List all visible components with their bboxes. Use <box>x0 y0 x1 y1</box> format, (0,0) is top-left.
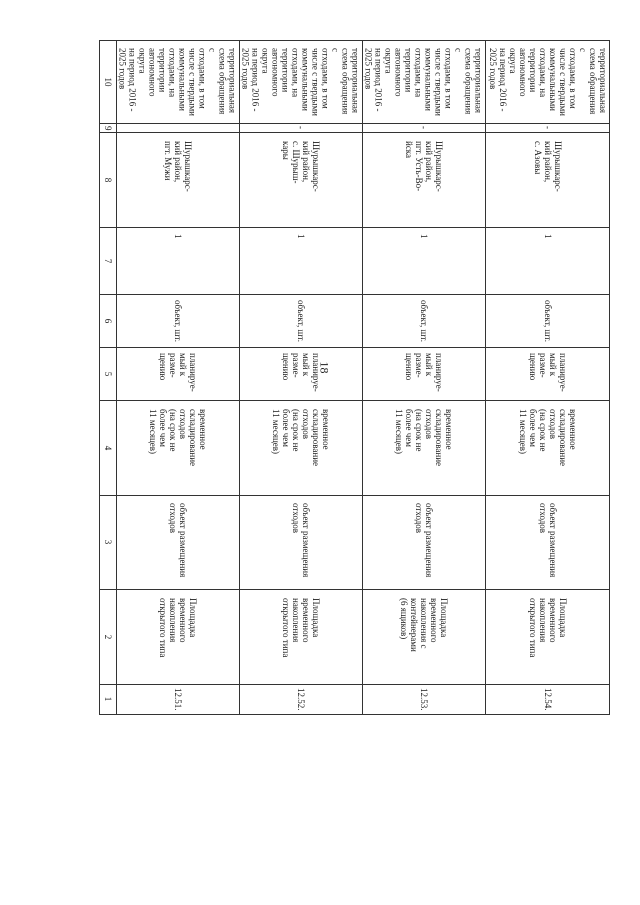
cell-text: Площадка временного накопления открытого типа <box>281 598 321 658</box>
cell-text: 5 <box>103 371 113 377</box>
cell-text: Площадка временного накопления открытого типа <box>527 598 568 658</box>
cell-text: 1 <box>542 233 553 239</box>
facilities-table <box>99 40 610 715</box>
cell-unit <box>117 294 240 347</box>
cell-text: - <box>296 126 306 130</box>
cell-text: объект размещения отходов <box>537 503 558 578</box>
cell-text: Шурышкарс- кий район, пгт. Усть-Во- йска <box>404 141 444 192</box>
cell-text: временное складирование отходов (на срок не более чем 11 месяцев) <box>517 408 578 466</box>
table-band-category <box>100 495 610 590</box>
cell-unit <box>363 294 486 347</box>
cell-text: временное складирование отходов (на срок не более чем 11 месяцев) <box>148 408 208 466</box>
cell-location <box>363 133 486 228</box>
cell-text: Шурышкарс- кий район, пгт. Мужи <box>163 141 193 192</box>
cell-text: планируе- мый к разме- щению <box>527 352 568 392</box>
cell-text: временное складирование отходов (на срок не более чем 11 месяцев) <box>394 408 454 466</box>
cell-num <box>240 684 363 714</box>
cell-text: Площадка временного накопления с контейнерами (6 ящиков) <box>399 598 449 652</box>
cell-text: Шурышкарс- кий район, с. Азовы <box>532 141 563 192</box>
cell-text: объект размещения отходов <box>168 503 188 578</box>
header-cell <box>100 495 117 590</box>
table-band-name <box>100 590 610 685</box>
cell-basis <box>363 41 486 124</box>
cell-text: 6 <box>103 318 113 324</box>
cell-text: временное складирование отходов (на срок не более чем 11 месяцев) <box>271 408 331 466</box>
cell-text: 1 <box>419 233 429 239</box>
cell-basis <box>486 41 610 124</box>
cell-text: планируе- мый к разме- щению <box>281 352 321 392</box>
cell-count <box>240 227 363 294</box>
cell-text: 12.52. <box>296 688 306 711</box>
cell-text: объект, шт. <box>173 299 183 342</box>
header-cell <box>100 227 117 294</box>
cell-unit <box>486 294 610 347</box>
cell-location <box>486 133 610 228</box>
cell-text: - <box>542 126 553 130</box>
cell-category <box>117 495 240 590</box>
header-cell <box>100 124 117 133</box>
cell-text: 10 <box>103 77 113 87</box>
table-band-unit <box>100 294 610 347</box>
table-band-count <box>100 227 610 294</box>
cell-count <box>363 227 486 294</box>
cell-text: объект, шт. <box>296 299 306 342</box>
cell-count <box>117 227 240 294</box>
header-cell <box>100 684 117 714</box>
cell-status <box>486 347 610 400</box>
header-cell <box>100 294 117 347</box>
cell-text: 4 <box>103 445 113 451</box>
header-cell <box>100 133 117 228</box>
header-cell <box>100 401 117 496</box>
cell-location <box>240 133 363 228</box>
table-band-location <box>100 133 610 228</box>
page-number: 18 <box>317 361 332 374</box>
cell-location <box>117 133 240 228</box>
cell-text: территориальная схема обращения с отходами, в том числе с твердыми коммунальными отходами, на территории автономного округа на период 2016 - 2025 годов <box>240 48 361 117</box>
cell-text: 1 <box>173 233 183 239</box>
document-table-rotated <box>99 40 609 715</box>
cell-text: Шурышкарс- кий район, с. Шурыш- кары <box>281 141 321 192</box>
table-band-basis <box>100 41 610 124</box>
cell-text: 12.51. <box>173 688 183 711</box>
cell-name <box>117 590 240 685</box>
cell-num <box>486 684 610 714</box>
cell-text: Площадка временного накопления открытого типа <box>158 598 198 658</box>
cell-text: объект размещения отходов <box>414 503 434 578</box>
cell-text: 12.53. <box>419 688 429 711</box>
cell-basis <box>240 41 363 124</box>
cell-name <box>363 590 486 685</box>
cell-type <box>117 401 240 496</box>
cell-text: 9 <box>103 126 113 131</box>
cell-num <box>117 684 240 714</box>
cell-name <box>240 590 363 685</box>
table-band-type <box>100 401 610 496</box>
cell-text: территориальная схема обращения с отходами, в том числе с твердыми коммунальными отходами, на территории автономного округа на период 2016 - 2025 годов <box>363 48 484 117</box>
header-cell <box>100 41 117 124</box>
cell-text: - <box>419 126 429 130</box>
cell-col9 <box>117 124 240 133</box>
cell-type <box>363 401 486 496</box>
table-band-col9 <box>100 124 610 133</box>
cell-count <box>486 227 610 294</box>
cell-text: планируе- мый к разме- щению <box>404 352 444 392</box>
cell-text: территориальная схема обращения с отходами, в том числе с твердыми коммунальными отходами, на территории автономного округа на период 2016 - 2025 годов <box>487 48 608 117</box>
header-cell <box>100 347 117 400</box>
cell-status <box>117 347 240 400</box>
cell-text: объект, шт. <box>419 299 429 342</box>
cell-category <box>240 495 363 590</box>
cell-text: объект, шт. <box>542 299 553 342</box>
cell-type <box>486 401 610 496</box>
cell-text: территориальная схема обращения с отходами, в том числе с твердыми коммунальными отходами, на территории автономного округа на период 2016 - 2025 годов <box>117 48 238 117</box>
cell-text: планируе- мый к разме- щению <box>158 352 198 392</box>
cell-unit <box>240 294 363 347</box>
header-cell <box>100 590 117 685</box>
cell-text: 1 <box>296 233 306 239</box>
cell-text: 2 <box>103 634 113 640</box>
cell-name <box>486 590 610 685</box>
cell-num <box>363 684 486 714</box>
cell-col9 <box>486 124 610 133</box>
cell-basis <box>117 41 240 124</box>
cell-status <box>240 347 363 400</box>
cell-col9 <box>363 124 486 133</box>
cell-text: объект размещения отходов <box>291 503 311 578</box>
cell-status <box>363 347 486 400</box>
cell-text: 8 <box>103 177 113 183</box>
table-band-num <box>100 684 610 714</box>
cell-text: 3 <box>103 540 113 545</box>
cell-col9 <box>240 124 363 133</box>
cell-type <box>240 401 363 496</box>
cell-text: 7 <box>103 258 113 264</box>
cell-category <box>486 495 610 590</box>
cell-category <box>363 495 486 590</box>
table-band-status <box>100 347 610 400</box>
cell-text: 1 <box>103 697 113 702</box>
cell-text: 12.54. <box>542 688 553 711</box>
